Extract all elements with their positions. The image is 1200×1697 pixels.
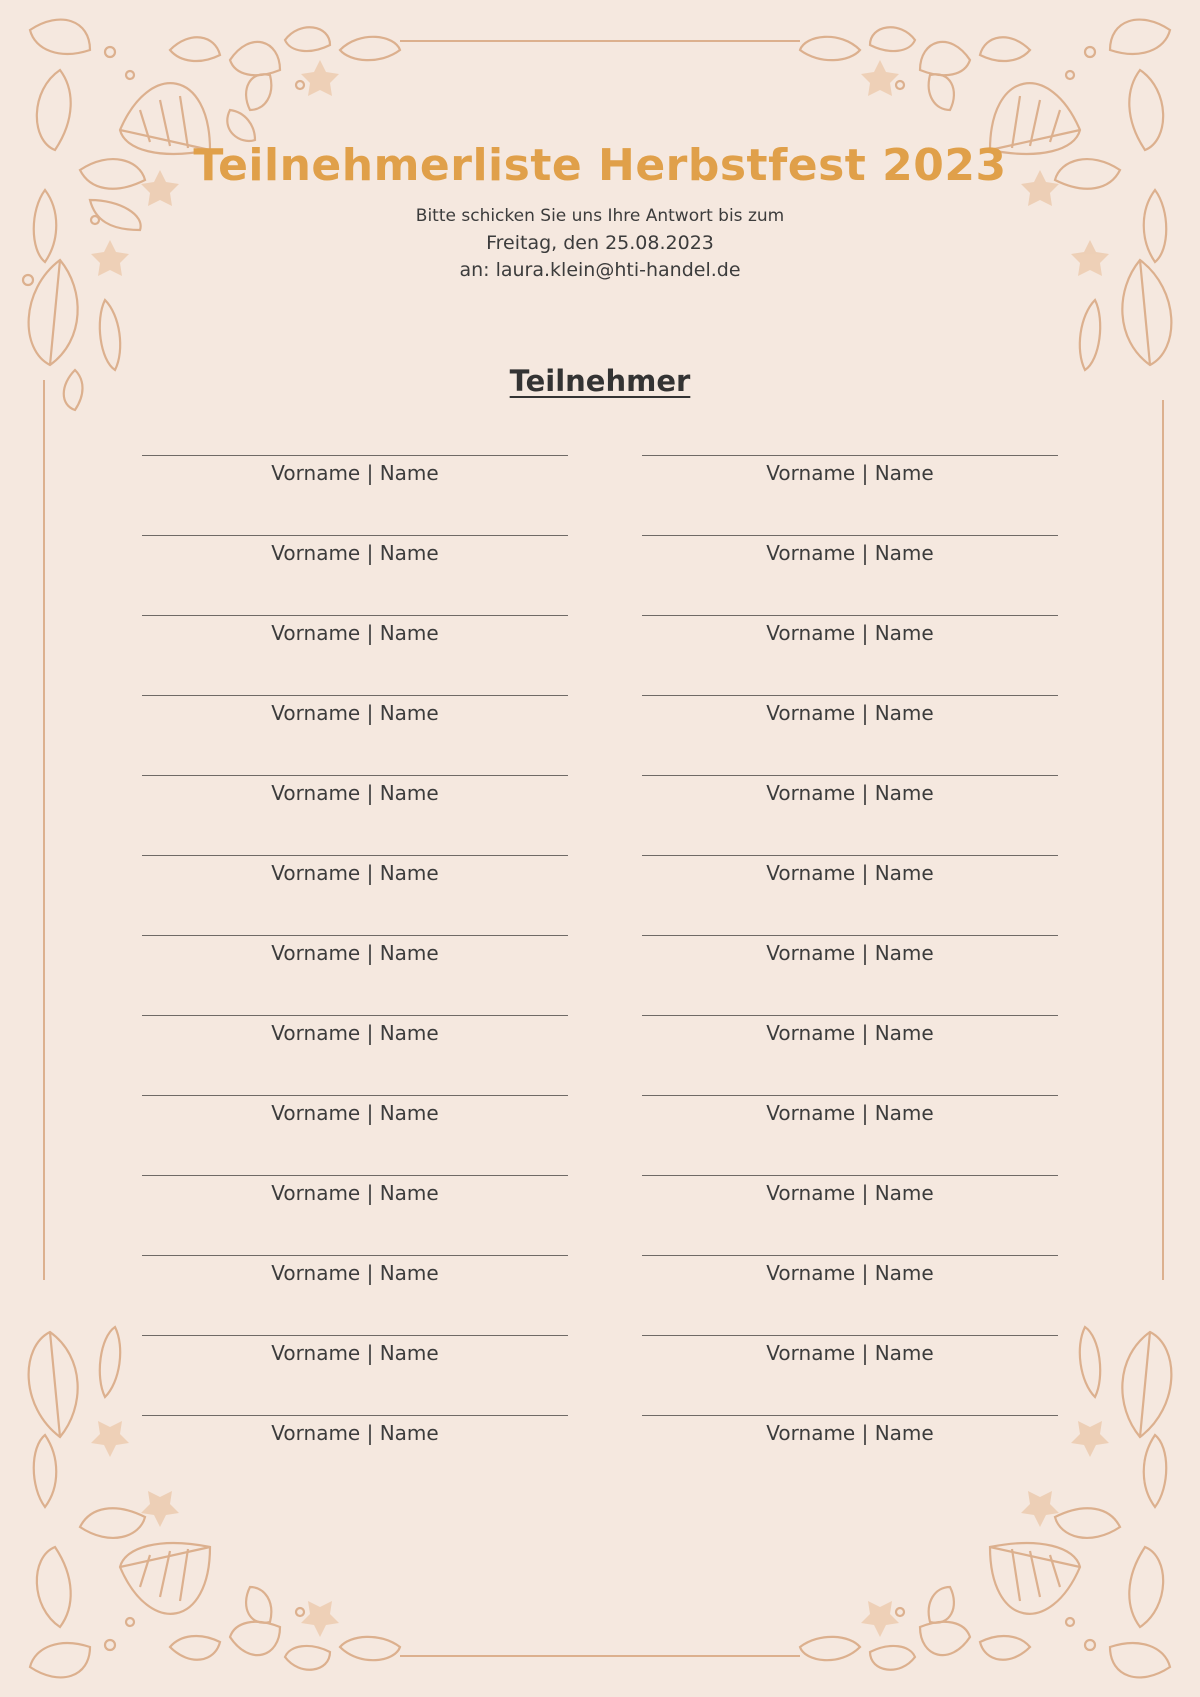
signature-line[interactable] xyxy=(142,455,568,456)
frame-right-line xyxy=(1162,400,1164,1280)
deadline-intro: Bitte schicken Sie uns Ihre Antwort bis zum xyxy=(415,206,785,226)
participant-slot xyxy=(142,1095,568,1175)
participant-slot xyxy=(642,1175,1058,1255)
participant-slot xyxy=(642,1255,1058,1335)
page-title: Teilnehmerliste Herbstfest 2023 xyxy=(193,140,1007,191)
reply-email: an: laura.klein@hti-handel.de xyxy=(459,259,741,281)
participant-slot xyxy=(642,535,1058,615)
slot-label: Vorname | Name xyxy=(271,1421,439,1445)
participant-slot xyxy=(142,615,568,695)
slot-label: Vorname | Name xyxy=(766,1181,934,1205)
signature-line[interactable] xyxy=(142,1175,568,1176)
signature-line[interactable] xyxy=(642,775,1058,776)
participant-slot xyxy=(142,535,568,615)
signature-line[interactable] xyxy=(642,695,1058,696)
signature-line[interactable] xyxy=(642,1015,1058,1016)
frame-bottom-line xyxy=(400,1655,800,1657)
slot-label: Vorname | Name xyxy=(766,541,934,565)
participant-slot xyxy=(642,1415,1058,1495)
slot-label: Vorname | Name xyxy=(271,621,439,645)
signature-line[interactable] xyxy=(642,455,1058,456)
participant-column-right xyxy=(642,455,1058,1495)
slot-label: Vorname | Name xyxy=(271,941,439,965)
slot-label: Vorname | Name xyxy=(766,1261,934,1285)
slot-label: Vorname | Name xyxy=(766,1101,934,1125)
slot-label: Vorname | Name xyxy=(766,701,934,725)
signature-line[interactable] xyxy=(142,1415,568,1416)
participant-slot xyxy=(142,1255,568,1335)
participant-slot xyxy=(142,1335,568,1415)
signature-line[interactable] xyxy=(642,1255,1058,1256)
slot-label: Vorname | Name xyxy=(271,861,439,885)
slot-label: Vorname | Name xyxy=(766,1341,934,1365)
signature-line[interactable] xyxy=(142,1335,568,1336)
participant-slot xyxy=(642,775,1058,855)
signature-line[interactable] xyxy=(142,535,568,536)
participant-slot xyxy=(642,615,1058,695)
slot-label: Vorname | Name xyxy=(271,1341,439,1365)
participant-slot xyxy=(642,1015,1058,1095)
participant-slot xyxy=(642,935,1058,1015)
signature-line[interactable] xyxy=(142,935,568,936)
slot-label: Vorname | Name xyxy=(271,1261,439,1285)
slot-label: Vorname | Name xyxy=(766,861,934,885)
participant-slot xyxy=(142,455,568,535)
slot-label: Vorname | Name xyxy=(766,461,934,485)
deadline-date: Freitag, den 25.08.2023 xyxy=(486,232,714,254)
slot-label: Vorname | Name xyxy=(766,621,934,645)
signature-line[interactable] xyxy=(142,1095,568,1096)
participant-slot xyxy=(142,775,568,855)
participant-slot xyxy=(142,855,568,935)
slot-label: Vorname | Name xyxy=(271,541,439,565)
slot-label: Vorname | Name xyxy=(766,781,934,805)
participant-slot xyxy=(642,1335,1058,1415)
slot-label: Vorname | Name xyxy=(766,1021,934,1045)
slot-label: Vorname | Name xyxy=(271,1021,439,1045)
participant-slot xyxy=(642,695,1058,775)
section-heading: Teilnehmer xyxy=(509,364,691,398)
participant-slot xyxy=(142,1175,568,1255)
slot-label: Vorname | Name xyxy=(766,1421,934,1445)
signature-line[interactable] xyxy=(642,535,1058,536)
signature-line[interactable] xyxy=(642,615,1058,616)
participant-slot xyxy=(642,455,1058,535)
signature-line[interactable] xyxy=(642,1095,1058,1096)
signature-line[interactable] xyxy=(142,775,568,776)
signature-line[interactable] xyxy=(642,855,1058,856)
participant-slot xyxy=(642,1095,1058,1175)
signature-line[interactable] xyxy=(642,935,1058,936)
participant-slot xyxy=(142,1415,568,1495)
slot-label: Vorname | Name xyxy=(271,1101,439,1125)
signature-line[interactable] xyxy=(142,615,568,616)
participant-slot xyxy=(642,855,1058,935)
signature-line[interactable] xyxy=(142,1255,568,1256)
participant-slot xyxy=(142,935,568,1015)
frame-left-line xyxy=(43,380,45,1280)
signature-line[interactable] xyxy=(142,1015,568,1016)
signature-line[interactable] xyxy=(142,855,568,856)
slot-label: Vorname | Name xyxy=(271,781,439,805)
signature-line[interactable] xyxy=(142,695,568,696)
signature-line[interactable] xyxy=(642,1335,1058,1336)
participant-slot xyxy=(142,695,568,775)
participant-slot xyxy=(142,1015,568,1095)
slot-label: Vorname | Name xyxy=(271,1181,439,1205)
slot-label: Vorname | Name xyxy=(271,701,439,725)
frame-top-line xyxy=(400,40,800,42)
participant-column-left xyxy=(142,455,568,1495)
slot-label: Vorname | Name xyxy=(766,941,934,965)
signature-line[interactable] xyxy=(642,1175,1058,1176)
signature-line[interactable] xyxy=(642,1415,1058,1416)
slot-label: Vorname | Name xyxy=(271,461,439,485)
